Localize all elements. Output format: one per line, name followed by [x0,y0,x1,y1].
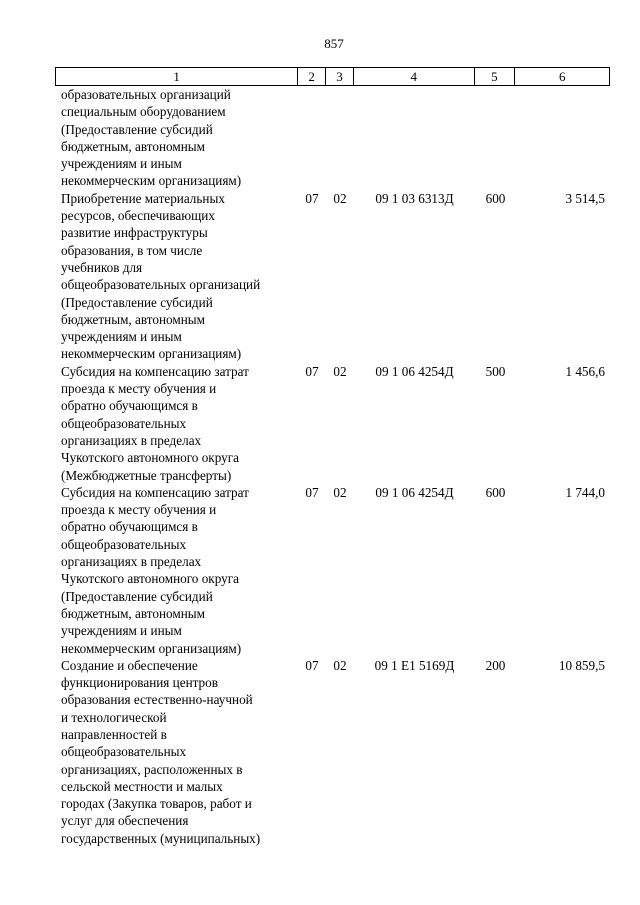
description-line: функционирования центров [61,675,218,691]
table-row [55,484,610,657]
description-line: общеобразовательных [61,744,187,760]
row-amount: 3 514,5 [565,190,605,206]
description-line: бюджетным, автономным [61,311,205,327]
description-line: проезда к месту обучения и [61,502,217,518]
row-description [55,484,298,657]
table-header [55,67,610,86]
header-col-4: 4 [354,68,475,85]
row-type: 600 [485,484,506,500]
description-line: учреждениям и иным [61,623,182,639]
row-amount: 1 744,0 [565,484,605,500]
row-type: 600 [485,190,506,206]
row-code: 09 1 03 6313Д [375,190,454,206]
description-line: общеобразовательных [61,415,187,431]
table-row [55,190,610,363]
description-line: Чукотского автономного округа [61,450,239,466]
header-col-5: 5 [475,68,516,85]
row-amount: 10 859,5 [558,657,605,673]
description-line: образовательных организаций [61,87,231,102]
description-line: проезда к месту обучения и [61,381,217,397]
description-line: бюджетным, автономным [61,605,205,621]
description-line: и технологической [61,709,167,725]
row-section: 07 [305,363,319,379]
row-code: 09 1 06 4254Д [375,484,454,500]
description-line: (Предоставление субсидий [61,121,213,137]
description-line: организациях в пределах [61,554,202,570]
description-line: общеобразовательных организаций [61,277,261,293]
description-line: учреждениям и иным [61,329,182,345]
header-col-6: 6 [558,69,566,84]
header-col-3: 3 [326,68,354,85]
row-description [55,190,298,363]
description-line: Создание и обеспечение [61,657,198,673]
description-line: Чукотского автономного округа [61,571,239,587]
row-code: 09 1 06 4254Д [375,363,454,379]
row-description [55,657,298,847]
table-row [55,86,610,190]
description-line: организациях в пределах [61,432,202,448]
row-subsection: 02 [333,657,347,673]
description-line: некоммерческим организациям) [61,640,242,656]
description-line: услуг для обеспечения [61,813,189,829]
table-body [55,86,610,847]
row-type: 500 [485,363,506,379]
description-line: сельской местности и малых [61,778,223,794]
row-subsection: 02 [333,484,347,500]
description-line: (Предоставление субсидий [61,294,213,310]
description-line: государственных (муниципальных) [61,830,261,846]
header-col-2: 2 [298,68,326,85]
description-line: образования, в том числе [61,242,203,258]
page-number: 857 [324,36,344,51]
row-description [55,363,298,484]
description-line: Субсидия на компенсацию затрат [61,363,249,379]
description-line: обратно обучающимся в [61,519,198,535]
description-line: направленностей в [61,726,167,742]
description-line: бюджетным, автономным [61,138,205,154]
header-col-1: 1 [56,68,298,85]
description-line: организациях, расположенных в [61,761,243,777]
description-line: образования естественно-научной [61,692,253,708]
table-row [55,657,610,847]
description-line: общеобразовательных [61,536,187,552]
table-row [55,363,610,484]
description-line: учебников для [61,259,143,275]
row-subsection: 02 [333,363,347,379]
row-code: 09 1 E1 5169Д [374,657,455,673]
description-line: (Межбюджетные трансферты) [61,467,232,483]
row-amount: 1 456,6 [565,363,605,379]
row-section: 07 [305,484,319,500]
row-type: 200 [485,657,506,673]
description-line: обратно обучающимся в [61,398,198,414]
description-line: учреждениям и иным [61,156,182,172]
description-line: некоммерческим организациям) [61,346,242,362]
description-line: городах (Закупка товаров, работ и [61,796,252,812]
description-line: (Предоставление субсидий [61,588,213,604]
row-section: 07 [305,657,319,673]
row-subsection: 02 [333,190,347,206]
description-line: ресурсов, обеспечивающих [61,208,215,224]
description-line: специальным оборудованием [61,104,226,120]
row-description [55,86,298,190]
description-line: Субсидия на компенсацию затрат [61,484,249,500]
description-line: Приобретение материальных [61,190,225,206]
description-line: некоммерческим организациям) [61,173,242,189]
row-section: 07 [305,190,319,206]
description-line: развитие инфраструктуры [61,225,208,241]
